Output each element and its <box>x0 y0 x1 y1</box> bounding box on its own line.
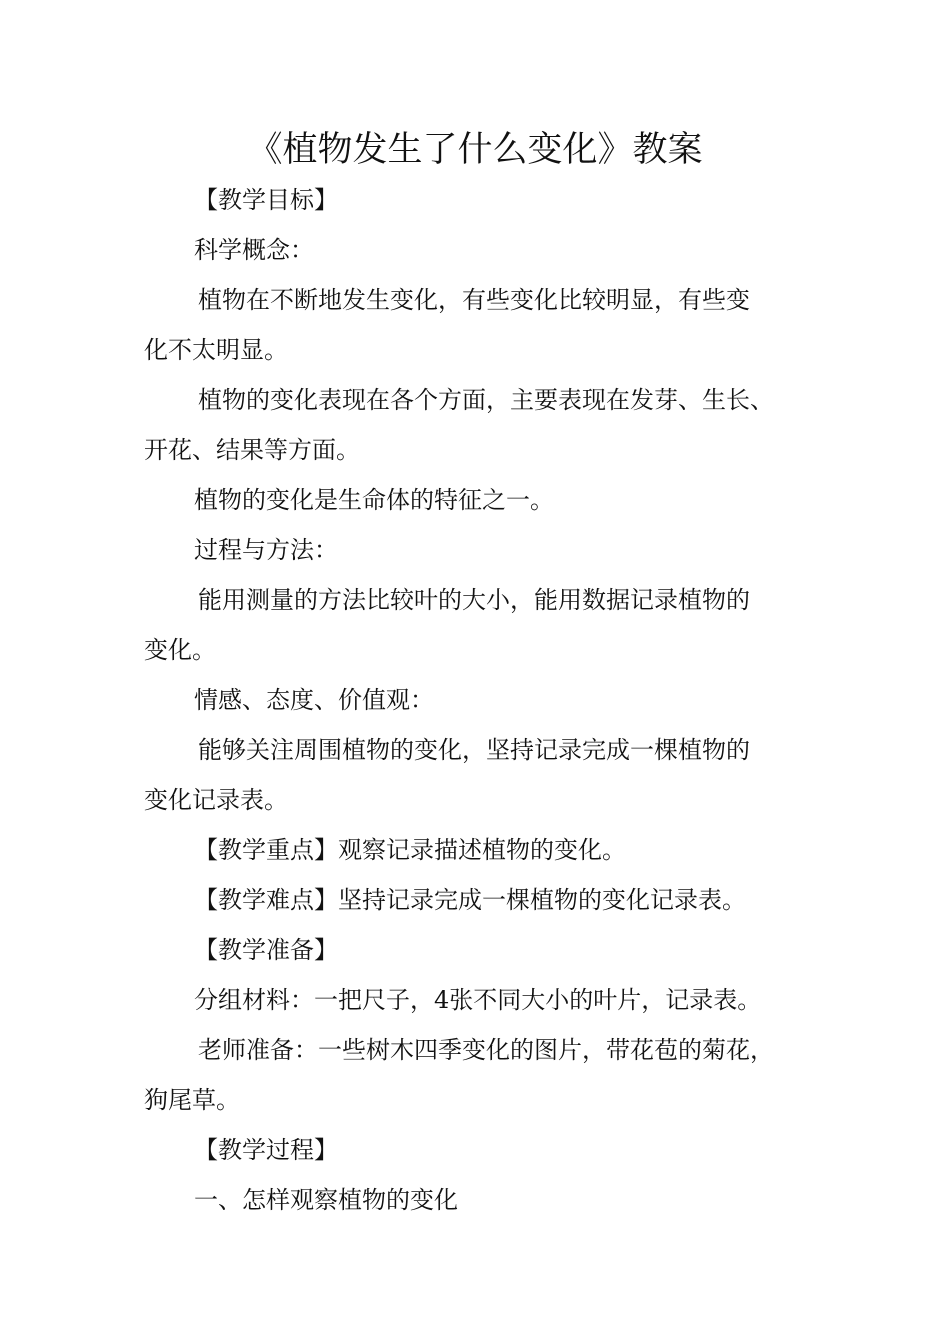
section-heading-difficulties: 【教学难点】坚持记录完成一棵植物的变化记录表。 <box>194 886 746 914</box>
section-heading-key-points: 【教学重点】观察记录描述植物的变化。 <box>194 836 626 864</box>
paragraph-line: 能用测量的方法比较叶的大小，能用数据记录植物的 <box>198 586 750 614</box>
paragraph-line: 植物在不断地发生变化，有些变化比较明显，有些变 <box>198 286 750 314</box>
paragraph-line: 老师准备：一些树木四季变化的图片，带花苞的菊花， <box>198 1036 774 1064</box>
section-heading-objectives: 【教学目标】 <box>194 186 338 214</box>
paragraph-line: 植物的变化是生命体的特征之一。 <box>194 486 554 514</box>
subheading-attitudes-values: 情感、态度、价值观： <box>194 686 434 714</box>
paragraph-line: 分组材料：一把尺子，4张不同大小的叶片，记录表。 <box>194 986 762 1014</box>
paragraph-line: 植物的变化表现在各个方面，主要表现在发芽、生长、 <box>198 386 774 414</box>
subheading-process-methods: 过程与方法： <box>194 536 338 564</box>
paragraph-line: 变化。 <box>144 636 216 664</box>
document-title: 《植物发生了什么变化》教案 <box>247 130 703 170</box>
section-heading-preparation: 【教学准备】 <box>194 936 338 964</box>
paragraph-line: 开花、结果等方面。 <box>144 436 360 464</box>
subheading-science-concepts: 科学概念： <box>194 236 314 264</box>
subheading-step-one: 一、怎样观察植物的变化 <box>194 1186 458 1214</box>
paragraph-line: 化不太明显。 <box>144 336 288 364</box>
section-heading-process: 【教学过程】 <box>194 1136 338 1164</box>
paragraph-line: 狗尾草。 <box>144 1086 240 1114</box>
paragraph-line: 变化记录表。 <box>144 786 288 814</box>
paragraph-line: 能够关注周围植物的变化，坚持记录完成一棵植物的 <box>198 736 750 764</box>
